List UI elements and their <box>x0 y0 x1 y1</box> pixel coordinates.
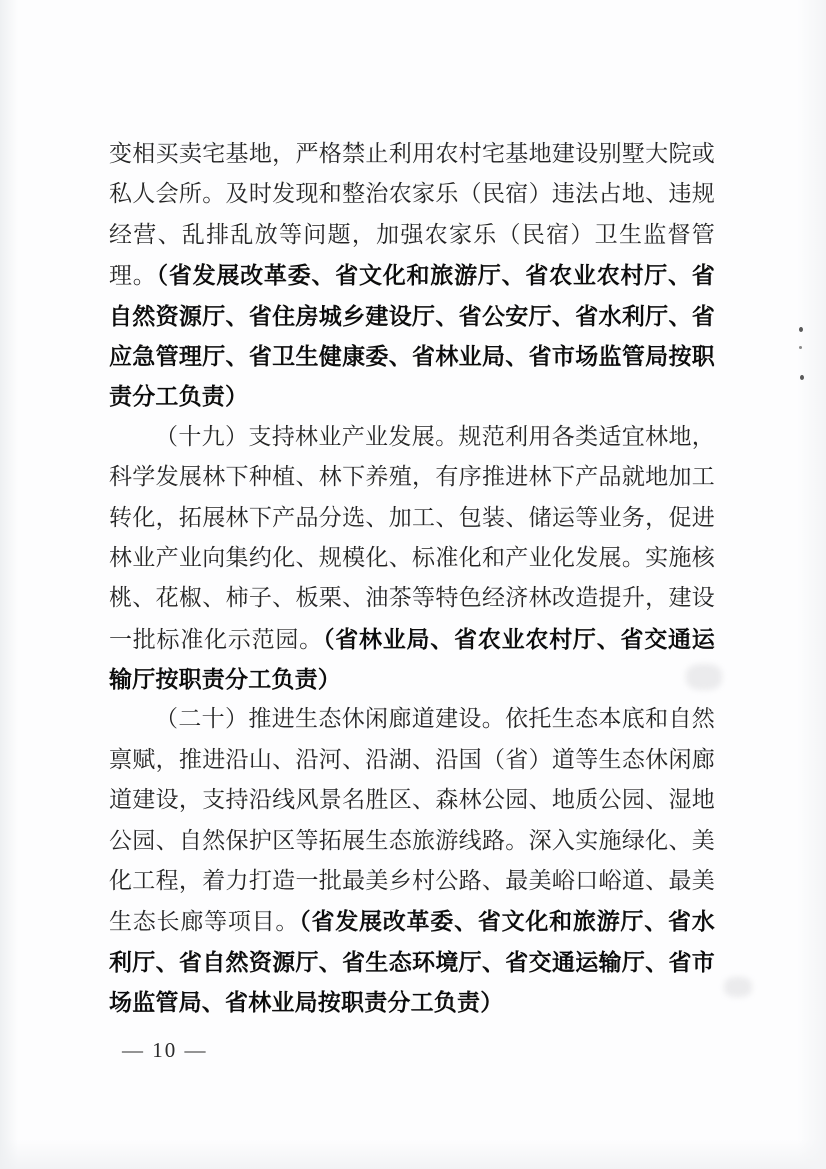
body-text: 一批标准化示范园。 <box>109 626 323 652</box>
body-text: 转化，拓展林下产品分选、加工、包装、储运等业务，促进 <box>109 504 715 530</box>
body-text: 桃、花椒、柿子、板栗、油茶等特色经济林改造提升，建设 <box>109 585 715 611</box>
scan-speck <box>799 346 802 349</box>
body-text: 科学发展林下种植、林下养殖，有序推进林下产品就地加工 <box>109 464 715 490</box>
text-line <box>109 578 715 618</box>
scan-smudge <box>724 977 752 997</box>
body-text: 林业产业向集约化、规模化、标准化和产业化发展。实施核 <box>109 544 715 570</box>
text-line <box>109 336 715 376</box>
department-list-text: （省发展改革委、省文化和旅游厅、省农业农村厅、省 <box>156 262 715 289</box>
department-list-text: （省林业局、省农业农村厅、省交通运 <box>322 625 715 652</box>
text-line <box>109 215 715 255</box>
body-text: 变相买卖宅基地，严格禁止利用农村宅基地建设别墅大院或 <box>109 141 715 166</box>
body-text: 化工程，着力打造一批最美乡村公路、最美峪口峪道、最美 <box>109 868 715 894</box>
text-line <box>109 296 715 336</box>
text-line <box>109 740 715 780</box>
text-line <box>109 376 715 416</box>
department-list-text: 自然资源厅、省住房城乡建设厅、省公安厅、省水利厅、省 <box>109 302 715 329</box>
text-line <box>109 821 715 861</box>
body-text: 私人会所。及时发现和整治农家乐（民宿）违法占地、违规 <box>109 181 715 207</box>
text-line <box>109 255 715 295</box>
text-line <box>109 134 715 174</box>
scan-speck <box>799 327 803 332</box>
text-line <box>109 498 715 538</box>
department-list-text: 责分工负责） <box>109 383 249 410</box>
text-line <box>109 861 715 901</box>
body-text: 理。 <box>109 263 157 289</box>
body-text: （二十）推进生态休闲廊道建设。依托生态本底和自然 <box>155 706 715 732</box>
text-line <box>109 982 715 1022</box>
text-line-section-20 <box>109 699 715 739</box>
body-text: 禀赋，推进沿山、沿河、沿湖、沿国（省）道等生态休闲廊 <box>109 746 715 772</box>
department-list-text: 利厅、省自然资源厅、省生态环境厅、省交通运输厅、省市 <box>109 948 715 975</box>
text-line <box>109 659 715 699</box>
text-line <box>109 538 715 578</box>
body-text: 经营、乱排乱放等问题，加强农家乐（民宿）卫生监督管 <box>109 221 715 247</box>
body-text: 道建设，支持沿线风景名胜区、森林公园、地质公园、湿地 <box>109 787 715 813</box>
text-line <box>109 174 715 214</box>
text-line <box>109 619 715 659</box>
text-line <box>109 457 715 497</box>
text-line <box>109 780 715 820</box>
department-list-text: （省发展改革委、省文化和旅游厅、省水 <box>299 908 715 935</box>
department-list-text: 输厅按职责分工负责） <box>109 666 341 693</box>
body-text: 生态长廊等项目。 <box>109 909 300 935</box>
scan-smudge <box>686 664 722 690</box>
text-line <box>109 942 715 982</box>
scan-speck <box>800 375 804 380</box>
text-line-section-19 <box>109 417 715 457</box>
document-body <box>109 134 715 1023</box>
body-text: 公园、自然保护区等拓展生态旅游线路。深入实施绿化、美 <box>109 827 715 853</box>
department-list-text: 场监管局、省林业局按职责分工负责） <box>109 989 504 1016</box>
body-text: （十九）支持林业产业发展。规范利用各类适宜林地， <box>155 423 715 449</box>
text-line <box>109 901 715 941</box>
department-list-text: 应急管理厅、省卫生健康委、省林业局、省市场监管局按职 <box>109 342 715 369</box>
page-number: — 10 — <box>122 1038 208 1062</box>
